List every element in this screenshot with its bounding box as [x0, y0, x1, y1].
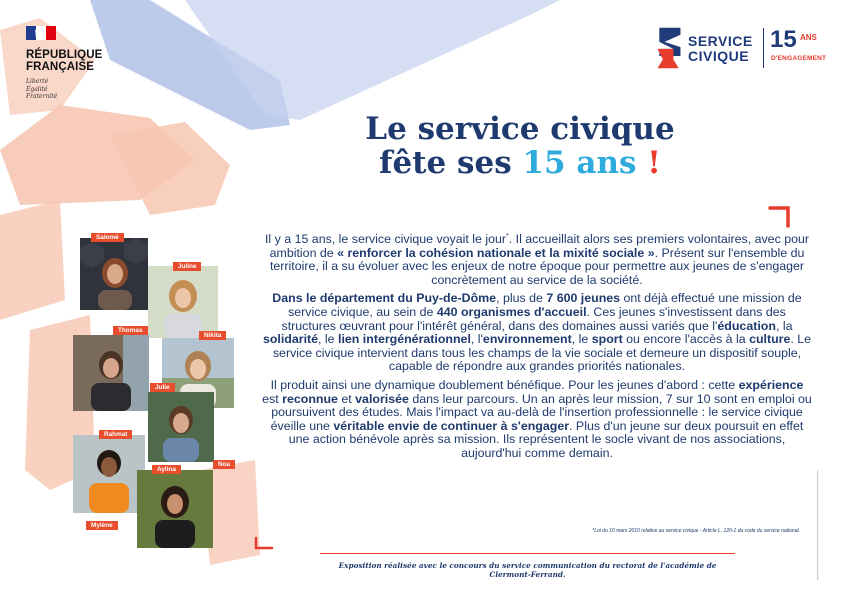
body-text-run: . Il accueillait alors ses premiers volontaires, avec pour ambition de	[269, 232, 810, 260]
paragraph-intro	[262, 233, 812, 287]
emphasis-text: environnement	[482, 332, 572, 347]
body-text-run: est	[262, 391, 283, 406]
gov-name-line1: RÉPUBLIQUE	[26, 49, 103, 61]
body-text-run: , l'	[470, 332, 483, 347]
body-text-run: . Le service civique intervient dans tous les champs de la vie sociale et demeure un dispositif souple, capable de répondre aux grandes priorités nationales.	[272, 332, 812, 374]
gov-motto-egalite: Égalité	[26, 85, 48, 93]
republique-francaise-logo	[26, 26, 116, 101]
name-tag-julie: Julie	[150, 383, 175, 392]
title-line2-start: fête ses	[379, 145, 523, 181]
body-text-run: , le	[318, 332, 339, 347]
emphasis-text: reconnue	[282, 391, 338, 406]
body-text-run: Il produit ainsi une dynamique doublement bénéfique. Pour les jeunes d'abord : cette	[270, 377, 739, 392]
emphasis-text: expérience	[738, 377, 804, 392]
emphasis-text: lien intergénérationnel	[338, 332, 471, 347]
gov-name-line2: FRANÇAISE	[26, 61, 94, 73]
emphasis-text: éducation	[717, 318, 776, 333]
emphasis-text: sport	[591, 332, 623, 347]
logo-anniversary-caption: D'ENGAGEMENT	[771, 55, 827, 62]
body-text-run: . Ces jeunes s'investissent dans des structures œuvrant pour l'intérêt général, dans des domaines aussi variés que l'	[281, 304, 786, 333]
title-line1: Le service civique	[365, 111, 675, 147]
photo-thomas	[73, 335, 149, 411]
paragraph-impact	[262, 379, 812, 461]
emphasis-text: valorisée	[355, 391, 409, 406]
name-tag-thomas: Thomas	[113, 326, 148, 335]
emphasis-text: « renforcer la cohésion nationale et la mixité sociale »	[337, 245, 655, 260]
logo-line1: SERVICE	[688, 33, 753, 49]
name-tag-nikita: Nikita	[199, 331, 226, 340]
photo-juline	[148, 266, 218, 338]
body-text-run: ou encore l'accès à la	[622, 332, 750, 347]
name-tag-mylene: Mylène	[86, 521, 118, 530]
paragraph-departement	[262, 292, 812, 374]
emphasis-text: véritable envie de continuer à s'engager	[333, 418, 570, 433]
body-text-run: ont déjà effectué une mission de service civique, au sein de	[288, 291, 802, 319]
title-highlight: 15 ans	[522, 145, 637, 181]
logo-anniversary-unit: ANS	[800, 33, 817, 42]
body-text-run: , plus de	[496, 291, 547, 306]
body-text-run: . Présent sur l'ensemble du territoire, il a su évoluer avec les enjeux de notre époque pour permettre aux jeunes de s'engager concrètement au service de la société.	[269, 245, 805, 287]
body-text-run: dans leur parcours. Un an après leur mission, 7 sur 10 sont en emploi ou poursuivent des études. Mais l'impact va au-delà de l'insertion professionnelle : le service civique éveille une	[270, 391, 812, 433]
logo-divider	[763, 28, 764, 68]
body-text-run: Il y a 15 ans, le service civique voyait le jour	[264, 232, 507, 246]
title-line2	[330, 146, 710, 180]
name-tag-salome: Salomé	[91, 233, 124, 242]
photo-salome	[80, 238, 148, 310]
logo-anniversary-number: 15	[770, 26, 797, 53]
footnote-marker: *	[506, 232, 509, 240]
name-tag-rahmat: Rahmat	[99, 430, 132, 439]
footnote: *Loi du 10 mars 2010 relative au service civique - Article L. 120-1 du code du service national.	[592, 528, 800, 534]
service-civique-s-icon	[654, 25, 684, 71]
body-text-run: et	[337, 391, 356, 406]
body-text-run: , la	[775, 318, 793, 333]
emphasis-text: 7 600 jeunes	[546, 291, 621, 306]
emphasis-text: solidarité	[262, 332, 319, 347]
name-tag-noa: Noa	[213, 460, 235, 469]
body-text-run: . Plus d'un jeune sur deux poursuit en effet une action bénévole après sa mission. Ils représentent le socle vivant de nos associations, aujourd'hui comme demain.	[288, 418, 804, 460]
name-tag-juline: Juline	[173, 262, 201, 271]
gov-motto-liberte: Liberté	[26, 78, 49, 85]
title-exclamation: !	[636, 145, 661, 181]
page-title	[330, 112, 710, 180]
emphasis-text: 440 organismes d'accueil	[436, 304, 587, 319]
photo-julie	[148, 392, 214, 462]
name-tag-aylina: Aylina	[152, 465, 181, 474]
photo-rahmat	[73, 435, 145, 513]
body-text-run: , le	[571, 332, 592, 347]
bottom-divider	[320, 553, 735, 554]
emphasis-text: culture	[749, 332, 791, 347]
emphasis-text: Dans le département du Puy-de-Dôme	[272, 291, 497, 306]
marianne-icon	[26, 26, 56, 40]
logo-line2: CIVIQUE	[688, 48, 750, 64]
vertical-credit-line	[815, 470, 821, 580]
gov-motto-fraternite: Fraternité	[26, 93, 58, 100]
photo-aylina	[137, 470, 213, 548]
service-civique-logo	[652, 22, 832, 76]
body-text	[262, 233, 812, 466]
exposition-credit: Exposition réalisée avec le concours du service communication du rectorat de l'académie de Clermont-Ferrand.	[338, 561, 717, 579]
